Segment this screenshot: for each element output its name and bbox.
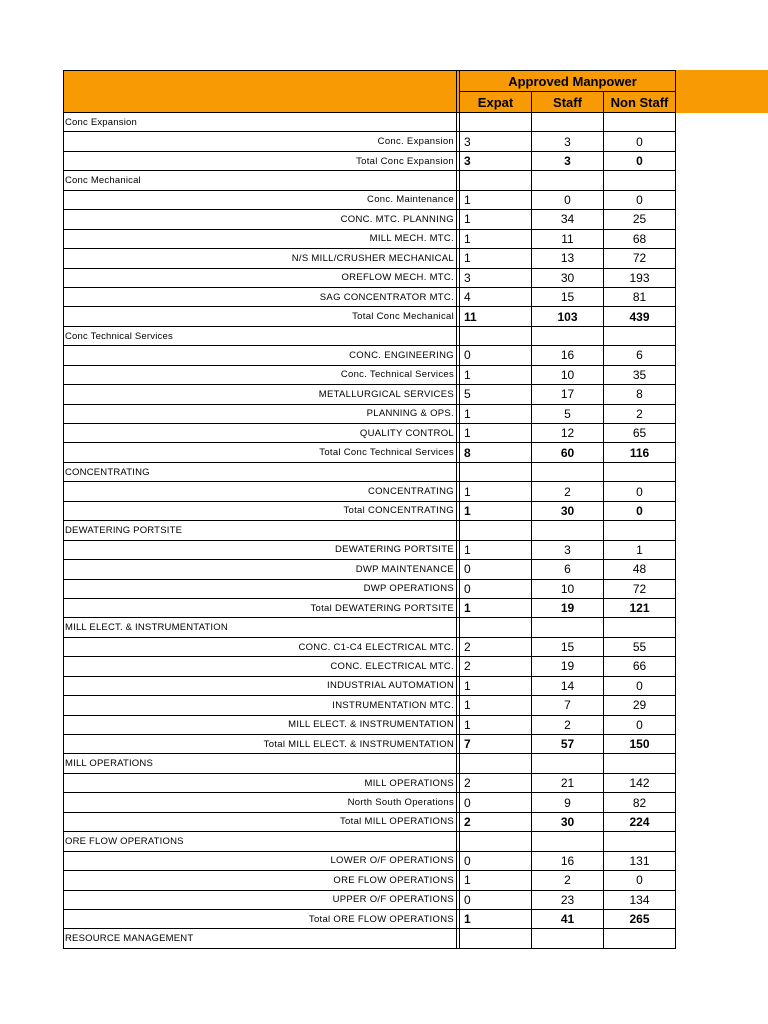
header-label-cell bbox=[64, 71, 457, 113]
staff-cell: 30 bbox=[532, 812, 604, 831]
expat-cell bbox=[460, 462, 532, 481]
nonstaff-cell bbox=[604, 618, 676, 637]
section-row bbox=[64, 326, 676, 345]
table-row bbox=[64, 190, 676, 209]
staff-cell: 15 bbox=[532, 637, 604, 656]
table-row bbox=[64, 696, 676, 715]
expat-cell bbox=[460, 929, 532, 948]
row-label: CONC. ELECTRICAL MTC. bbox=[64, 657, 457, 676]
row-label: MILL ELECT. & INSTRUMENTATION bbox=[64, 715, 457, 734]
expat-cell: 1 bbox=[460, 404, 532, 423]
section-row bbox=[64, 521, 676, 540]
table-row bbox=[64, 287, 676, 306]
nonstaff-cell: 142 bbox=[604, 773, 676, 792]
staff-cell: 3 bbox=[532, 132, 604, 151]
section-label: Conc Expansion bbox=[64, 113, 457, 132]
nonstaff-cell: 0 bbox=[604, 871, 676, 890]
nonstaff-cell: 25 bbox=[604, 210, 676, 229]
nonstaff-cell: 134 bbox=[604, 890, 676, 909]
header-row-group bbox=[64, 71, 676, 92]
section-label: MILL OPERATIONS bbox=[64, 754, 457, 773]
row-label: LOWER O/F OPERATIONS bbox=[64, 851, 457, 870]
nonstaff-cell: 6 bbox=[604, 346, 676, 365]
expat-cell: 5 bbox=[460, 385, 532, 404]
nonstaff-cell: 0 bbox=[604, 190, 676, 209]
staff-cell bbox=[532, 754, 604, 773]
expat-cell: 3 bbox=[460, 132, 532, 151]
staff-cell: 0 bbox=[532, 190, 604, 209]
expat-cell: 1 bbox=[460, 210, 532, 229]
row-label: SAG CONCENTRATOR MTC. bbox=[64, 287, 457, 306]
nonstaff-cell: 35 bbox=[604, 365, 676, 384]
section-label: DEWATERING PORTSITE bbox=[64, 521, 457, 540]
staff-cell: 15 bbox=[532, 287, 604, 306]
expat-cell: 1 bbox=[460, 871, 532, 890]
table-row bbox=[64, 385, 676, 404]
section-row bbox=[64, 832, 676, 851]
table-body bbox=[64, 113, 676, 949]
nonstaff-cell: 29 bbox=[604, 696, 676, 715]
nonstaff-cell: 8 bbox=[604, 385, 676, 404]
staff-cell: 16 bbox=[532, 851, 604, 870]
staff-cell: 19 bbox=[532, 598, 604, 617]
column-header-expat: Expat bbox=[460, 92, 532, 113]
column-header-staff: Staff bbox=[532, 92, 604, 113]
expat-cell: 1 bbox=[460, 676, 532, 695]
expat-cell: 1 bbox=[460, 249, 532, 268]
staff-cell: 6 bbox=[532, 560, 604, 579]
nonstaff-cell: 121 bbox=[604, 598, 676, 617]
expat-cell: 0 bbox=[460, 851, 532, 870]
total-label: Total Conc Expansion bbox=[64, 151, 457, 170]
row-label: MILL MECH. MTC. bbox=[64, 229, 457, 248]
staff-cell bbox=[532, 113, 604, 132]
expat-cell: 8 bbox=[460, 443, 532, 462]
nonstaff-cell bbox=[604, 326, 676, 345]
approved-manpower-header: Approved Manpower bbox=[460, 71, 676, 92]
section-row bbox=[64, 171, 676, 190]
row-label: Conc. Maintenance bbox=[64, 190, 457, 209]
nonstaff-cell: 72 bbox=[604, 249, 676, 268]
staff-cell: 57 bbox=[532, 735, 604, 754]
row-label: UPPER O/F OPERATIONS bbox=[64, 890, 457, 909]
expat-cell bbox=[460, 171, 532, 190]
section-row bbox=[64, 929, 676, 948]
staff-cell: 2 bbox=[532, 715, 604, 734]
staff-cell: 3 bbox=[532, 540, 604, 559]
nonstaff-cell: 55 bbox=[604, 637, 676, 656]
row-label: CONC. MTC. PLANNING bbox=[64, 210, 457, 229]
nonstaff-cell: 116 bbox=[604, 443, 676, 462]
row-label: DWP OPERATIONS bbox=[64, 579, 457, 598]
staff-cell: 34 bbox=[532, 210, 604, 229]
nonstaff-cell: 66 bbox=[604, 657, 676, 676]
table-row bbox=[64, 346, 676, 365]
staff-cell: 5 bbox=[532, 404, 604, 423]
row-label: INSTRUMENTATION MTC. bbox=[64, 696, 457, 715]
nonstaff-cell: 131 bbox=[604, 851, 676, 870]
expat-cell bbox=[460, 754, 532, 773]
column-header-nonstaff: Non Staff bbox=[604, 92, 676, 113]
expat-cell: 0 bbox=[460, 346, 532, 365]
nonstaff-cell: 193 bbox=[604, 268, 676, 287]
expat-cell: 1 bbox=[460, 715, 532, 734]
staff-cell: 41 bbox=[532, 909, 604, 928]
nonstaff-cell: 2 bbox=[604, 404, 676, 423]
total-row bbox=[64, 735, 676, 754]
staff-cell: 17 bbox=[532, 385, 604, 404]
row-label: DWP MAINTENANCE bbox=[64, 560, 457, 579]
table-row bbox=[64, 229, 676, 248]
table-row bbox=[64, 715, 676, 734]
staff-cell: 7 bbox=[532, 696, 604, 715]
expat-cell: 1 bbox=[460, 909, 532, 928]
nonstaff-cell bbox=[604, 521, 676, 540]
expat-cell bbox=[460, 618, 532, 637]
total-label: Total Conc Mechanical bbox=[64, 307, 457, 326]
table-row bbox=[64, 424, 676, 443]
total-label: Total CONCENTRATING bbox=[64, 501, 457, 520]
row-label: CONC. C1-C4 ELECTRICAL MTC. bbox=[64, 637, 457, 656]
total-label: Total Conc Technical Services bbox=[64, 443, 457, 462]
nonstaff-cell: 150 bbox=[604, 735, 676, 754]
expat-cell: 7 bbox=[460, 735, 532, 754]
nonstaff-cell: 0 bbox=[604, 676, 676, 695]
total-label: Total MILL OPERATIONS bbox=[64, 812, 457, 831]
expat-cell bbox=[460, 521, 532, 540]
staff-cell: 10 bbox=[532, 365, 604, 384]
row-label: QUALITY CONTROL bbox=[64, 424, 457, 443]
expat-cell: 4 bbox=[460, 287, 532, 306]
total-row bbox=[64, 151, 676, 170]
staff-cell: 21 bbox=[532, 773, 604, 792]
staff-cell: 10 bbox=[532, 579, 604, 598]
table-row bbox=[64, 579, 676, 598]
nonstaff-cell: 72 bbox=[604, 579, 676, 598]
table-row bbox=[64, 404, 676, 423]
expat-cell bbox=[460, 326, 532, 345]
table-row bbox=[64, 365, 676, 384]
staff-cell bbox=[532, 929, 604, 948]
staff-cell: 12 bbox=[532, 424, 604, 443]
section-row bbox=[64, 618, 676, 637]
expat-cell: 0 bbox=[460, 890, 532, 909]
staff-cell: 3 bbox=[532, 151, 604, 170]
row-label: North South Operations bbox=[64, 793, 457, 812]
expat-cell: 0 bbox=[460, 793, 532, 812]
section-label: RESOURCE MANAGEMENT bbox=[64, 929, 457, 948]
expat-cell: 1 bbox=[460, 365, 532, 384]
section-row bbox=[64, 462, 676, 481]
staff-cell: 9 bbox=[532, 793, 604, 812]
expat-cell: 3 bbox=[460, 151, 532, 170]
nonstaff-cell: 1 bbox=[604, 540, 676, 559]
expat-cell: 0 bbox=[460, 579, 532, 598]
nonstaff-cell: 439 bbox=[604, 307, 676, 326]
nonstaff-cell: 68 bbox=[604, 229, 676, 248]
section-label: ORE FLOW OPERATIONS bbox=[64, 832, 457, 851]
expat-cell: 1 bbox=[460, 424, 532, 443]
expat-cell bbox=[460, 832, 532, 851]
nonstaff-cell: 265 bbox=[604, 909, 676, 928]
row-label: N/S MILL/CRUSHER MECHANICAL bbox=[64, 249, 457, 268]
staff-cell bbox=[532, 521, 604, 540]
table-row bbox=[64, 560, 676, 579]
staff-cell: 13 bbox=[532, 249, 604, 268]
nonstaff-cell: 224 bbox=[604, 812, 676, 831]
row-label: MILL OPERATIONS bbox=[64, 773, 457, 792]
nonstaff-cell: 0 bbox=[604, 482, 676, 501]
staff-cell: 2 bbox=[532, 871, 604, 890]
staff-cell: 19 bbox=[532, 657, 604, 676]
table-row bbox=[64, 482, 676, 501]
total-label: Total MILL ELECT. & INSTRUMENTATION bbox=[64, 735, 457, 754]
staff-cell bbox=[532, 462, 604, 481]
expat-cell: 1 bbox=[460, 229, 532, 248]
staff-cell bbox=[532, 618, 604, 637]
staff-cell: 11 bbox=[532, 229, 604, 248]
section-label: CONCENTRATING bbox=[64, 462, 457, 481]
staff-cell: 103 bbox=[532, 307, 604, 326]
expat-cell: 1 bbox=[460, 190, 532, 209]
row-label: CONCENTRATING bbox=[64, 482, 457, 501]
row-label: METALLURGICAL SERVICES bbox=[64, 385, 457, 404]
nonstaff-cell bbox=[604, 113, 676, 132]
total-row bbox=[64, 443, 676, 462]
row-label: OREFLOW MECH. MTC. bbox=[64, 268, 457, 287]
staff-cell: 30 bbox=[532, 268, 604, 287]
table-row bbox=[64, 210, 676, 229]
total-row bbox=[64, 598, 676, 617]
section-label: MILL ELECT. & INSTRUMENTATION bbox=[64, 618, 457, 637]
table-row bbox=[64, 793, 676, 812]
expat-cell: 1 bbox=[460, 540, 532, 559]
expat-cell bbox=[460, 113, 532, 132]
row-label: ORE FLOW OPERATIONS bbox=[64, 871, 457, 890]
staff-cell: 14 bbox=[532, 676, 604, 695]
row-label: INDUSTRIAL AUTOMATION bbox=[64, 676, 457, 695]
nonstaff-cell: 0 bbox=[604, 151, 676, 170]
total-row bbox=[64, 307, 676, 326]
table-row bbox=[64, 851, 676, 870]
row-label: PLANNING & OPS. bbox=[64, 404, 457, 423]
header-accent-band bbox=[674, 70, 768, 113]
expat-cell: 2 bbox=[460, 812, 532, 831]
table-row bbox=[64, 890, 676, 909]
staff-cell: 60 bbox=[532, 443, 604, 462]
expat-cell: 3 bbox=[460, 268, 532, 287]
total-row bbox=[64, 501, 676, 520]
row-label: CONC. ENGINEERING bbox=[64, 346, 457, 365]
expat-cell: 1 bbox=[460, 482, 532, 501]
staff-cell bbox=[532, 326, 604, 345]
nonstaff-cell: 0 bbox=[604, 715, 676, 734]
manpower-table bbox=[63, 70, 676, 949]
table-row bbox=[64, 871, 676, 890]
nonstaff-cell bbox=[604, 171, 676, 190]
staff-cell: 23 bbox=[532, 890, 604, 909]
table-row bbox=[64, 540, 676, 559]
row-label: Conc. Technical Services bbox=[64, 365, 457, 384]
total-label: Total ORE FLOW OPERATIONS bbox=[64, 909, 457, 928]
nonstaff-cell: 48 bbox=[604, 560, 676, 579]
expat-cell: 2 bbox=[460, 637, 532, 656]
table-row bbox=[64, 676, 676, 695]
nonstaff-cell: 81 bbox=[604, 287, 676, 306]
expat-cell: 11 bbox=[460, 307, 532, 326]
staff-cell bbox=[532, 171, 604, 190]
section-row bbox=[64, 113, 676, 132]
section-label: Conc Mechanical bbox=[64, 171, 457, 190]
table-row bbox=[64, 268, 676, 287]
section-label: Conc Technical Services bbox=[64, 326, 457, 345]
staff-cell: 30 bbox=[532, 501, 604, 520]
nonstaff-cell: 82 bbox=[604, 793, 676, 812]
staff-cell bbox=[532, 832, 604, 851]
nonstaff-cell: 0 bbox=[604, 501, 676, 520]
table-row bbox=[64, 773, 676, 792]
expat-cell: 2 bbox=[460, 657, 532, 676]
row-label: DEWATERING PORTSITE bbox=[64, 540, 457, 559]
nonstaff-cell bbox=[604, 754, 676, 773]
table-row bbox=[64, 132, 676, 151]
staff-cell: 2 bbox=[532, 482, 604, 501]
nonstaff-cell bbox=[604, 832, 676, 851]
nonstaff-cell: 65 bbox=[604, 424, 676, 443]
expat-cell: 1 bbox=[460, 598, 532, 617]
total-label: Total DEWATERING PORTSITE bbox=[64, 598, 457, 617]
expat-cell: 0 bbox=[460, 560, 532, 579]
expat-cell: 1 bbox=[460, 696, 532, 715]
expat-cell: 1 bbox=[460, 501, 532, 520]
table-row bbox=[64, 637, 676, 656]
section-row bbox=[64, 754, 676, 773]
table-row bbox=[64, 249, 676, 268]
total-row bbox=[64, 909, 676, 928]
expat-cell: 2 bbox=[460, 773, 532, 792]
row-label: Conc. Expansion bbox=[64, 132, 457, 151]
staff-cell: 16 bbox=[532, 346, 604, 365]
nonstaff-cell: 0 bbox=[604, 132, 676, 151]
table-row bbox=[64, 657, 676, 676]
total-row bbox=[64, 812, 676, 831]
nonstaff-cell bbox=[604, 929, 676, 948]
nonstaff-cell bbox=[604, 462, 676, 481]
